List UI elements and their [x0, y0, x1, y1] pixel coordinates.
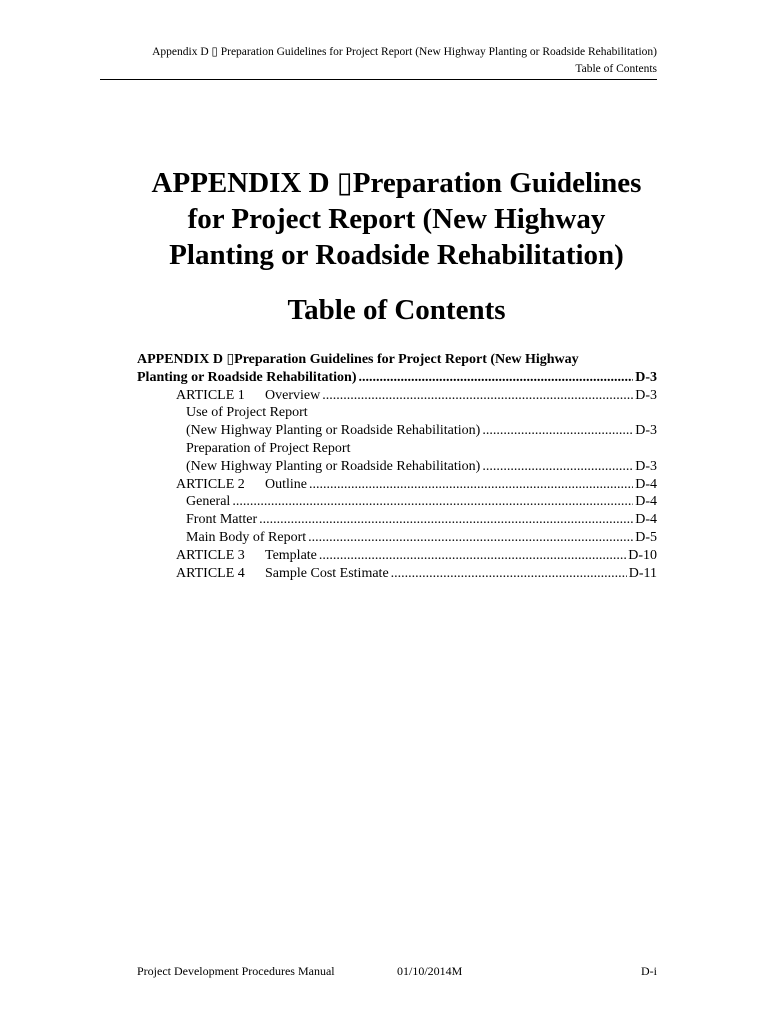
- toc-entry-article-4[interactable]: [137, 565, 657, 583]
- dot-leader: [309, 476, 633, 494]
- toc-page-number: D-5: [635, 529, 657, 545]
- toc-entry-front-matter[interactable]: [137, 511, 657, 529]
- toc-page-number: D-3: [635, 369, 657, 385]
- running-header-section: Table of Contents: [575, 63, 657, 75]
- toc-article-title: Overview: [265, 387, 321, 403]
- toc-page-number: D-3: [635, 423, 657, 439]
- toc-entry-line-2: (New Highway Planting or Roadside Rehabilitation): [186, 458, 481, 474]
- toc-entry-use-of-project-report[interactable]: [137, 404, 657, 440]
- toc-article-number: ARTICLE 3: [176, 547, 245, 563]
- running-header: [100, 44, 657, 80]
- toc-article-number: ARTICLE 1: [176, 387, 245, 403]
- dot-leader: [359, 369, 634, 387]
- appendix-title-line-1: APPENDIX D ▯Preparation Guidelines: [151, 167, 642, 199]
- toc-article-title: Template: [265, 547, 317, 563]
- toc-entry-article-2[interactable]: [137, 476, 657, 494]
- toc-page-number: D-3: [635, 458, 657, 474]
- toc-entry-line-2: (New Highway Planting or Roadside Rehabilitation): [186, 423, 481, 439]
- toc-page-number: D-4: [635, 512, 657, 528]
- toc-article-title: Outline: [265, 476, 307, 492]
- toc-article-title: Sample Cost Estimate: [265, 565, 389, 581]
- dot-leader: [319, 547, 626, 565]
- dot-leader: [482, 422, 633, 440]
- toc-entry-title: Front Matter: [186, 512, 258, 528]
- toc-entry-title: General: [186, 494, 231, 510]
- toc-entry-article-1[interactable]: [137, 387, 657, 405]
- appendix-title-line-2: for Project Report (New Highway: [187, 203, 606, 235]
- appendix-title: [100, 165, 693, 273]
- toc-entry-title: Main Body of Report: [186, 529, 307, 545]
- toc-entry-line-1: Use of Project Report: [186, 405, 308, 421]
- toc-page-number: D-4: [635, 494, 657, 510]
- dot-leader: [232, 493, 633, 511]
- table-of-contents: [137, 351, 657, 582]
- dot-leader: [322, 387, 633, 405]
- dot-leader: [482, 458, 633, 476]
- toc-entry-line-1: Preparation of Project Report: [186, 440, 351, 456]
- running-header-title: Appendix D ▯ Preparation Guidelines for Project Report (New Highway Planting or Roadside Rehabilitation): [152, 46, 657, 58]
- toc-entry-preparation-of-project-report[interactable]: [137, 440, 657, 476]
- toc-entry-appendix-line-1: APPENDIX D ▯Preparation Guidelines for Project Report (New Highway: [137, 352, 579, 367]
- toc-entry-main-body[interactable]: [137, 529, 657, 547]
- footer-page-number: D-i: [641, 964, 657, 978]
- footer-revision-date: 01/10/2014M: [397, 964, 463, 978]
- toc-page-number: D-10: [628, 547, 657, 563]
- toc-heading: Table of Contents: [287, 294, 506, 326]
- toc-entry-appendix-line-2: Planting or Roadside Rehabilitation): [137, 369, 357, 385]
- dot-leader: [391, 565, 627, 583]
- toc-entry-appendix[interactable]: [137, 351, 657, 387]
- dot-leader: [308, 529, 633, 547]
- toc-entry-article-3[interactable]: [137, 547, 657, 565]
- toc-page-number: D-3: [635, 387, 657, 403]
- toc-page-number: D-4: [635, 476, 657, 492]
- toc-article-number: ARTICLE 4: [176, 565, 245, 581]
- toc-article-number: ARTICLE 2: [176, 476, 245, 492]
- dot-leader: [259, 511, 633, 529]
- toc-page-number: D-11: [628, 565, 657, 581]
- footer-manual-name: Project Development Procedures Manual: [137, 964, 335, 978]
- appendix-title-line-3: Planting or Roadside Rehabilitation): [169, 239, 624, 271]
- toc-entry-general[interactable]: [137, 493, 657, 511]
